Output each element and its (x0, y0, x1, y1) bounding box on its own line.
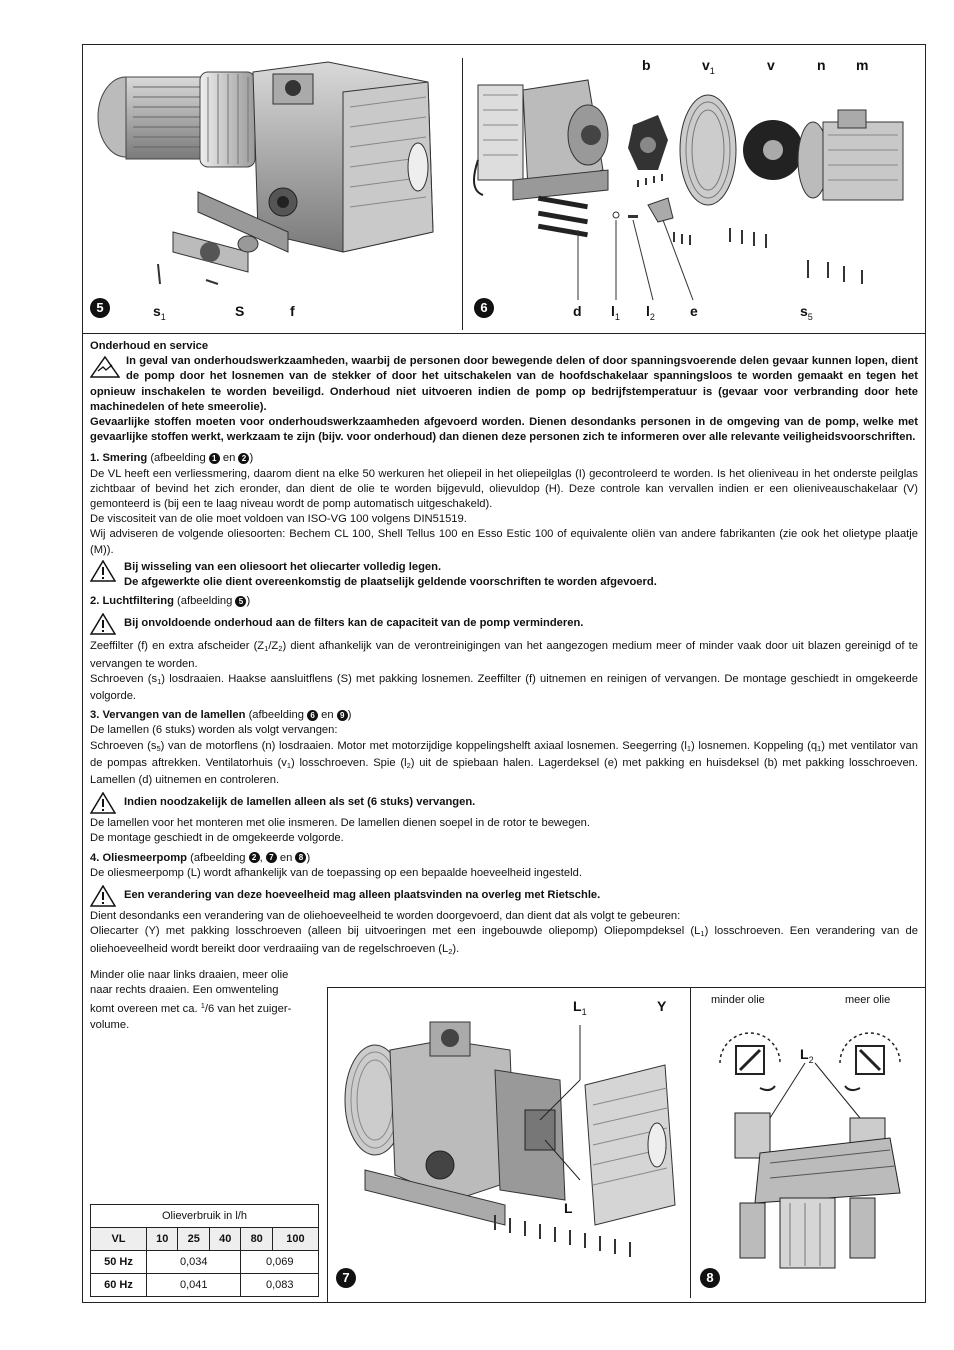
figure-6-label-v: v (767, 57, 775, 73)
section-3-paragraph-4: De montage geschiedt in de omgekeerde volgorde. (90, 832, 344, 845)
figure-7-pump-oil-drawing (335, 1010, 685, 1270)
warning-triangle-icon (90, 613, 116, 635)
figure-8-oil-screw-drawing (700, 1018, 920, 1278)
figure-5-number: 5 (90, 298, 110, 318)
warning-triangle-icon (90, 792, 116, 814)
figure-6-label-m: m (856, 57, 869, 73)
figure-7-label-L1: $L_1$ (573, 998, 587, 1017)
figure-6-label-e: e (690, 303, 698, 319)
electric-warning (90, 354, 918, 415)
section-4-paragraph-2: Dient desondanks een verandering van de oliehoeveelheid te worden doorgevoerd, dan dient dat als volgt te gebeuren: (90, 910, 681, 923)
electric-hazard-warning-icon (90, 356, 120, 378)
section-3-paragraph-2: Schroeven $(s_5)$ van de motorflens (n) losdraaien. Motor met motorzijdige koppelingshelft axiaal losnemen. Seegerring $(l_1)$ losnemen. Koppeling $(q_1)$ met ventilator van de pompas aftrekken. Ventilatorhuis $(v_1)$ losschroeven. Spie $(l_2)$ uit de spiebaan halen. Lagerdeksel (e) met pakking en huisdeksel (b) met pakking losschroeven. Lamellen (d) uitnemen en controleren. (90, 739, 918, 787)
figure-5-pump-drawing (88, 52, 458, 322)
section-4-paragraph-4: Minder olie naar links draaien, meer olie naar rechts draaien. Een omwenteling komt overeen met ca. $^1$/6 van het zuiger- volume. (90, 969, 292, 1031)
figure-5-label-S: S (235, 303, 245, 319)
section-2-warning (90, 613, 918, 637)
figure-8-more-oil-label: meer olie (845, 994, 891, 1006)
figure-6-number: 6 (474, 298, 494, 318)
figure-8-less-oil-label: minder olie (711, 994, 765, 1006)
figure-6-label-l2: $l_2$ (646, 303, 655, 322)
table-header-row: VL 10 25 40 80 100 (91, 1228, 319, 1251)
section-1-paragraph-2: De viscositeit van de olie moet voldoen van ISO-VG 100 volgens DIN51519. (90, 513, 467, 526)
section-2-warning-text: Bij onvoldoende onderhoud aan de filters kan de capaciteit van de pomp verminderen. (124, 617, 584, 630)
warning-triangle-icon (90, 560, 116, 582)
section-4-paragraph-1: De oliesmeerpomp (L) wordt afhankelijk van de toepassing op een bepaalde hoeveelheid ingesteld. (90, 866, 582, 879)
electric-warning-text: In geval van onderhoudswerkzaamheden, waarbij de personen door bewegende delen of door spanningsvoerende delen gevaar kunnen lopen, dient de pomp door het losnemen van de stekker of door het uitschakelen van de hoofdschakelaar spanningsloos te worden gemaakt en tegen het opnieuw inschakelen te worden beveiligd. Onderhoud niet uitvoeren indien de pomp op bedrijfstemperatuur is (gevaar voor verbranding door hete machinedelen of hete smeerolie). (90, 355, 918, 413)
table-row: 60 Hz 0,041 0,083 (91, 1274, 319, 1297)
figure-6-label-l1: $l_1$ (611, 303, 620, 322)
section-3-paragraph-1: De lamellen (6 stuks) worden als volgt vervangen: (90, 724, 338, 737)
section-4-paragraph-3: Oliecarter (Y) met pakking losschroeven (alleen bij uitvoeringen met een ingebouwde oliepomp) Oliepompdeksel $(L_1)$ losschroeven. Een verandering van de oliehoeveelheid wordt bereikt door verdraaiing van de regelschroeven $(L_2)$. (90, 925, 919, 956)
figure-7-number: 7 (336, 1268, 356, 1288)
section-2-paragraph-2: Schroeven $(s_1)$ losdraaien. Haakse aansluitflens (S) met pakking losnemen. Zeeffilter (f) uitnemen en reinigen of vervangen. De montage geschiedt in omgekeerde volgorde. (90, 672, 918, 703)
section-2-heading: 2. Luchtfiltering (afbeelding 5 ) (90, 595, 251, 608)
section-4-warning-text: Een verandering van deze hoeveelheid mag alleen plaatsvinden na overleg met Rietschle. (124, 889, 601, 902)
figure-5-label-s1: $s_1$ (153, 303, 166, 322)
figure-6-label-s5: $s_5$ (800, 303, 813, 322)
figure-7-label-L: L (564, 1200, 573, 1216)
section-3-warning-text: Indien noodzakelijk de lamellen alleen als set (6 stuks) vervangen. (124, 796, 476, 809)
figure-divider (462, 58, 463, 330)
figure-6-label-d: d (573, 303, 582, 319)
oil-consumption-table (90, 1204, 319, 1297)
figure-6-exploded-drawing (468, 70, 918, 310)
section-1-paragraph-1: De VL heeft een verliessmering, daarom dient na elke 50 werkuren het oliepeil in het oliepeilglas (I) gecontroleerd te worden. Is het olieniveau in het onderste peilglas zichtbaar of bevind het zich eronder, dan dient de olie te worden bijgevuld, olievuldop (H). Deze controle kan vervallen indien er een olieniveauschakelaar (V) gemonteerd is (bij een te laag niveau wordt de pomp automatisch uitgeschakeld). (90, 467, 918, 511)
section-1-warning (90, 560, 918, 590)
section-2-paragraph-1: Zeeffilter (f) en extra afscheider $(Z_1/Z_2)$ dient afhankelijk van de verontreinigingen van het aangezogen medium meer of minder vaak door uit blazen gereinigd of te vervangen te worden. (90, 640, 918, 670)
figure-6-label-v1: $v_1$ (702, 57, 715, 76)
section-heading: Onderhoud en service (90, 340, 209, 352)
section-3-heading: 3. Vervangen van de lamellen (afbeelding 6 en 9 ) (90, 709, 352, 722)
figure-8-label-L2: $L_2$ (800, 1046, 814, 1065)
figure-6-label-b: b (642, 57, 651, 73)
section-1-paragraph-3: Wij adviseren de volgende oliesoorten: Bechem CL 100, Shell Tellus 100 en Esso Estic 100 of equivalente oliën van andere fabrikanten (zie ook het olietype plaatje (M)). (90, 528, 918, 556)
figure-6-label-n: n (817, 57, 826, 73)
figure-7-label-Y: Y (657, 998, 667, 1014)
figure-5-label-f: f (290, 303, 295, 319)
section-1-warning-line-1: Bij wisseling van een oliesoort het oliecarter volledig legen. (124, 560, 442, 573)
warning-triangle-icon (90, 885, 116, 907)
section-3-warning (90, 792, 918, 816)
figure-8-number: 8 (700, 1268, 720, 1288)
maintenance-text (90, 339, 918, 959)
section-4-warning (90, 885, 918, 909)
table-caption: Olieverbruik in l/h (91, 1205, 319, 1228)
hazardous-substances-text: Gevaarlijke stoffen moeten voor onderhoudswerkzaamheden afgevoerd worden. Dienen desondanks personen in de omgeving van de pomp, welke met gevaarlijke stoffen werkt, werkzaam te zijn (bijv. voor onderhoud) dan dienen deze personen zich te informeren over alle relevante veiligheidsvoorschriften. (90, 416, 918, 444)
section-1-heading: 1. Smering (afbeelding 1 en 2 ) (90, 452, 254, 465)
section-3-paragraph-3: De lamellen voor het monteren met olie insmeren. De lamellen dienen soepel in de rotor te bewegen. (90, 817, 590, 830)
section-1-warning-line-2: De afgewerkte olie dient overeenkomstig de plaatselijk geldende voorschriften te worden afgevoerd. (124, 576, 657, 589)
figure-divider-bottom (690, 988, 691, 1298)
table-row: 50 Hz 0,034 0,069 (91, 1251, 319, 1274)
section-4-heading: 4. Oliesmeerpomp (afbeelding 2 , 7 en 8 ) (90, 851, 311, 864)
